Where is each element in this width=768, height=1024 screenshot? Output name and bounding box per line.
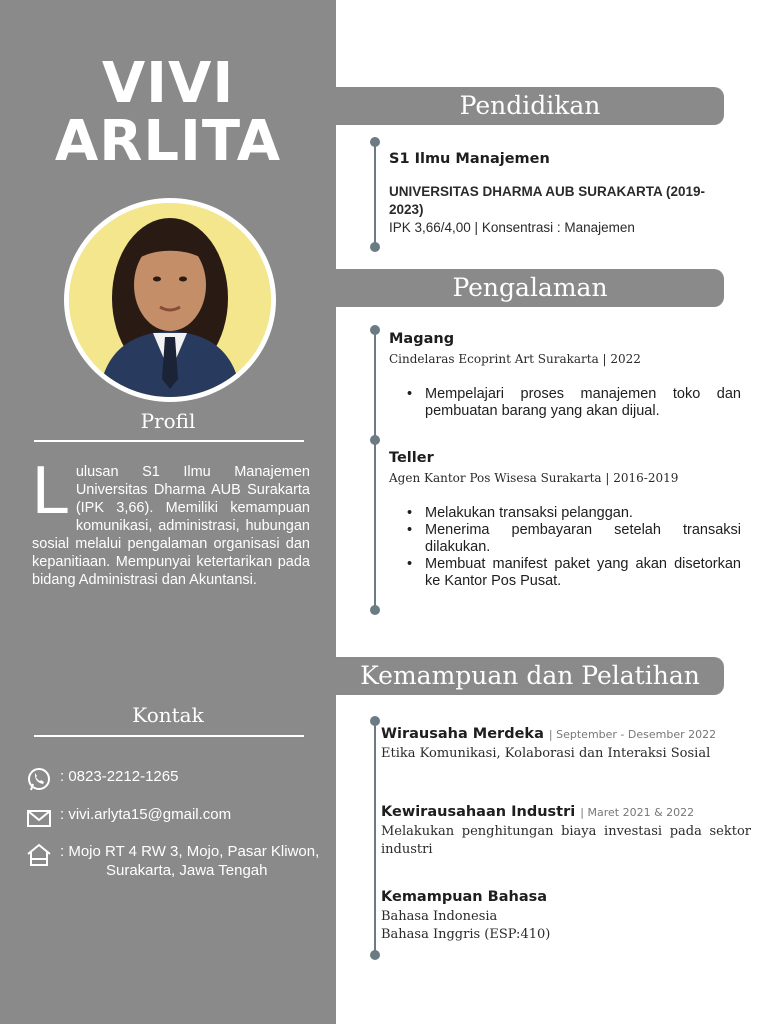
contact-email	[26, 805, 326, 831]
list-item: • Mempelajari proses manajemen toko dan pembuatan barang yang akan dijual.	[399, 386, 741, 420]
skill-title-kewirausahaan	[381, 804, 694, 820]
name-first: VIVI	[101, 51, 235, 116]
job-title-magang: Magang	[389, 331, 455, 347]
job-bullets-magang	[399, 386, 741, 420]
timeline-line-education	[374, 140, 376, 248]
address-line-1: : Mojo RT 4 RW 3, Mojo, Pasar Kliwon,	[60, 843, 320, 860]
skills-heading: Kemampuan dan Pelatihan	[360, 661, 700, 690]
profile-photo	[64, 198, 276, 402]
section-banner-education	[336, 87, 724, 125]
address-line-2: Surakarta, Jawa Tengah	[106, 862, 268, 879]
list-item: • Membuat manifest paket yang akan disetorkan ke Kantor Pos Pusat.	[399, 556, 741, 590]
timeline-dot	[370, 716, 380, 726]
timeline-line-experience	[374, 328, 376, 610]
address-text	[60, 842, 319, 880]
profile-text: ulusan S1 Ilmu Manajemen Universitas Dharma AUB Surakarta (IPK 3,66). Memiliki kemampuan komunikasi, administrasi, hubungan sosial melalui pengalaman organisasi dan kepanitiaan. Mempunyai ketertarikan pada bidang Administrasi dan Akuntansi.	[32, 464, 310, 588]
whatsapp-icon	[26, 767, 52, 793]
job-org-teller: Agen Kantor Pos Wisesa Surakarta | 2016-2019	[389, 471, 679, 485]
portrait-image	[69, 203, 271, 397]
phone-text: : 0823-2212-1265	[60, 768, 179, 785]
contact-phone	[26, 767, 326, 793]
sidebar	[0, 0, 336, 1024]
skill-desc: Melakukan penghitungan biaya investasi pada sektor industri	[381, 824, 751, 857]
list-item: • Melakukan transaksi pelanggan.	[399, 505, 741, 522]
list-item: • Menerima pembayaran setelah transaksi dilakukan.	[399, 522, 741, 556]
profile-heading: Profil	[140, 409, 196, 433]
job-title-teller: Teller	[389, 450, 434, 466]
timeline-dot	[370, 605, 380, 615]
contact-heading: Kontak	[132, 703, 204, 727]
skill-date: | Maret 2021 & 2022	[580, 806, 695, 819]
profile-divider	[34, 440, 304, 442]
timeline-dot	[370, 435, 380, 445]
university-line-1: UNIVERSITAS DHARMA AUB SURAKARTA (2019-	[389, 184, 706, 199]
degree-title: S1 Ilmu Manajemen	[389, 151, 550, 167]
experience-heading: Pengalaman	[452, 273, 608, 302]
timeline-dot	[370, 950, 380, 960]
skill-desc: Etika Komunikasi, Kolaborasi dan Interaksi Sosial	[381, 746, 711, 761]
section-banner-experience	[336, 269, 724, 307]
profile-dropcap: L	[32, 452, 70, 528]
email-text: : vivi.arlyta15@gmail.com	[60, 806, 232, 823]
name-last: ARLITA	[54, 109, 282, 174]
timeline-line-skills	[374, 721, 376, 955]
skill-name: Wirausaha Merdeka	[381, 726, 544, 742]
skill-desc: Bahasa Indonesia	[381, 909, 498, 924]
skill-name: Kewirausahaan Industri	[381, 804, 576, 820]
skill-desc: Bahasa Inggris (ESP:410)	[381, 927, 551, 942]
job-bullets-teller	[399, 505, 741, 590]
university-line-2: 2023)	[389, 202, 424, 217]
timeline-dot	[370, 242, 380, 252]
section-banner-skills	[336, 657, 724, 695]
contact-divider	[34, 735, 304, 737]
mail-icon	[26, 805, 52, 831]
job-org-magang: Cindelaras Ecoprint Art Surakarta | 2022	[389, 352, 641, 366]
timeline-dot	[370, 325, 380, 335]
education-heading: Pendidikan	[459, 91, 601, 120]
timeline-dot	[370, 137, 380, 147]
skill-date: | September - Desember 2022	[548, 728, 717, 741]
contact-address	[26, 842, 326, 880]
skill-title-bahasa: Kemampuan Bahasa	[381, 889, 548, 905]
profile-summary	[32, 452, 310, 589]
education-details: IPK 3,66/4,00 | Konsentrasi : Manajemen	[389, 220, 635, 235]
home-icon	[26, 842, 52, 868]
skill-title-wirausaha	[381, 726, 716, 742]
